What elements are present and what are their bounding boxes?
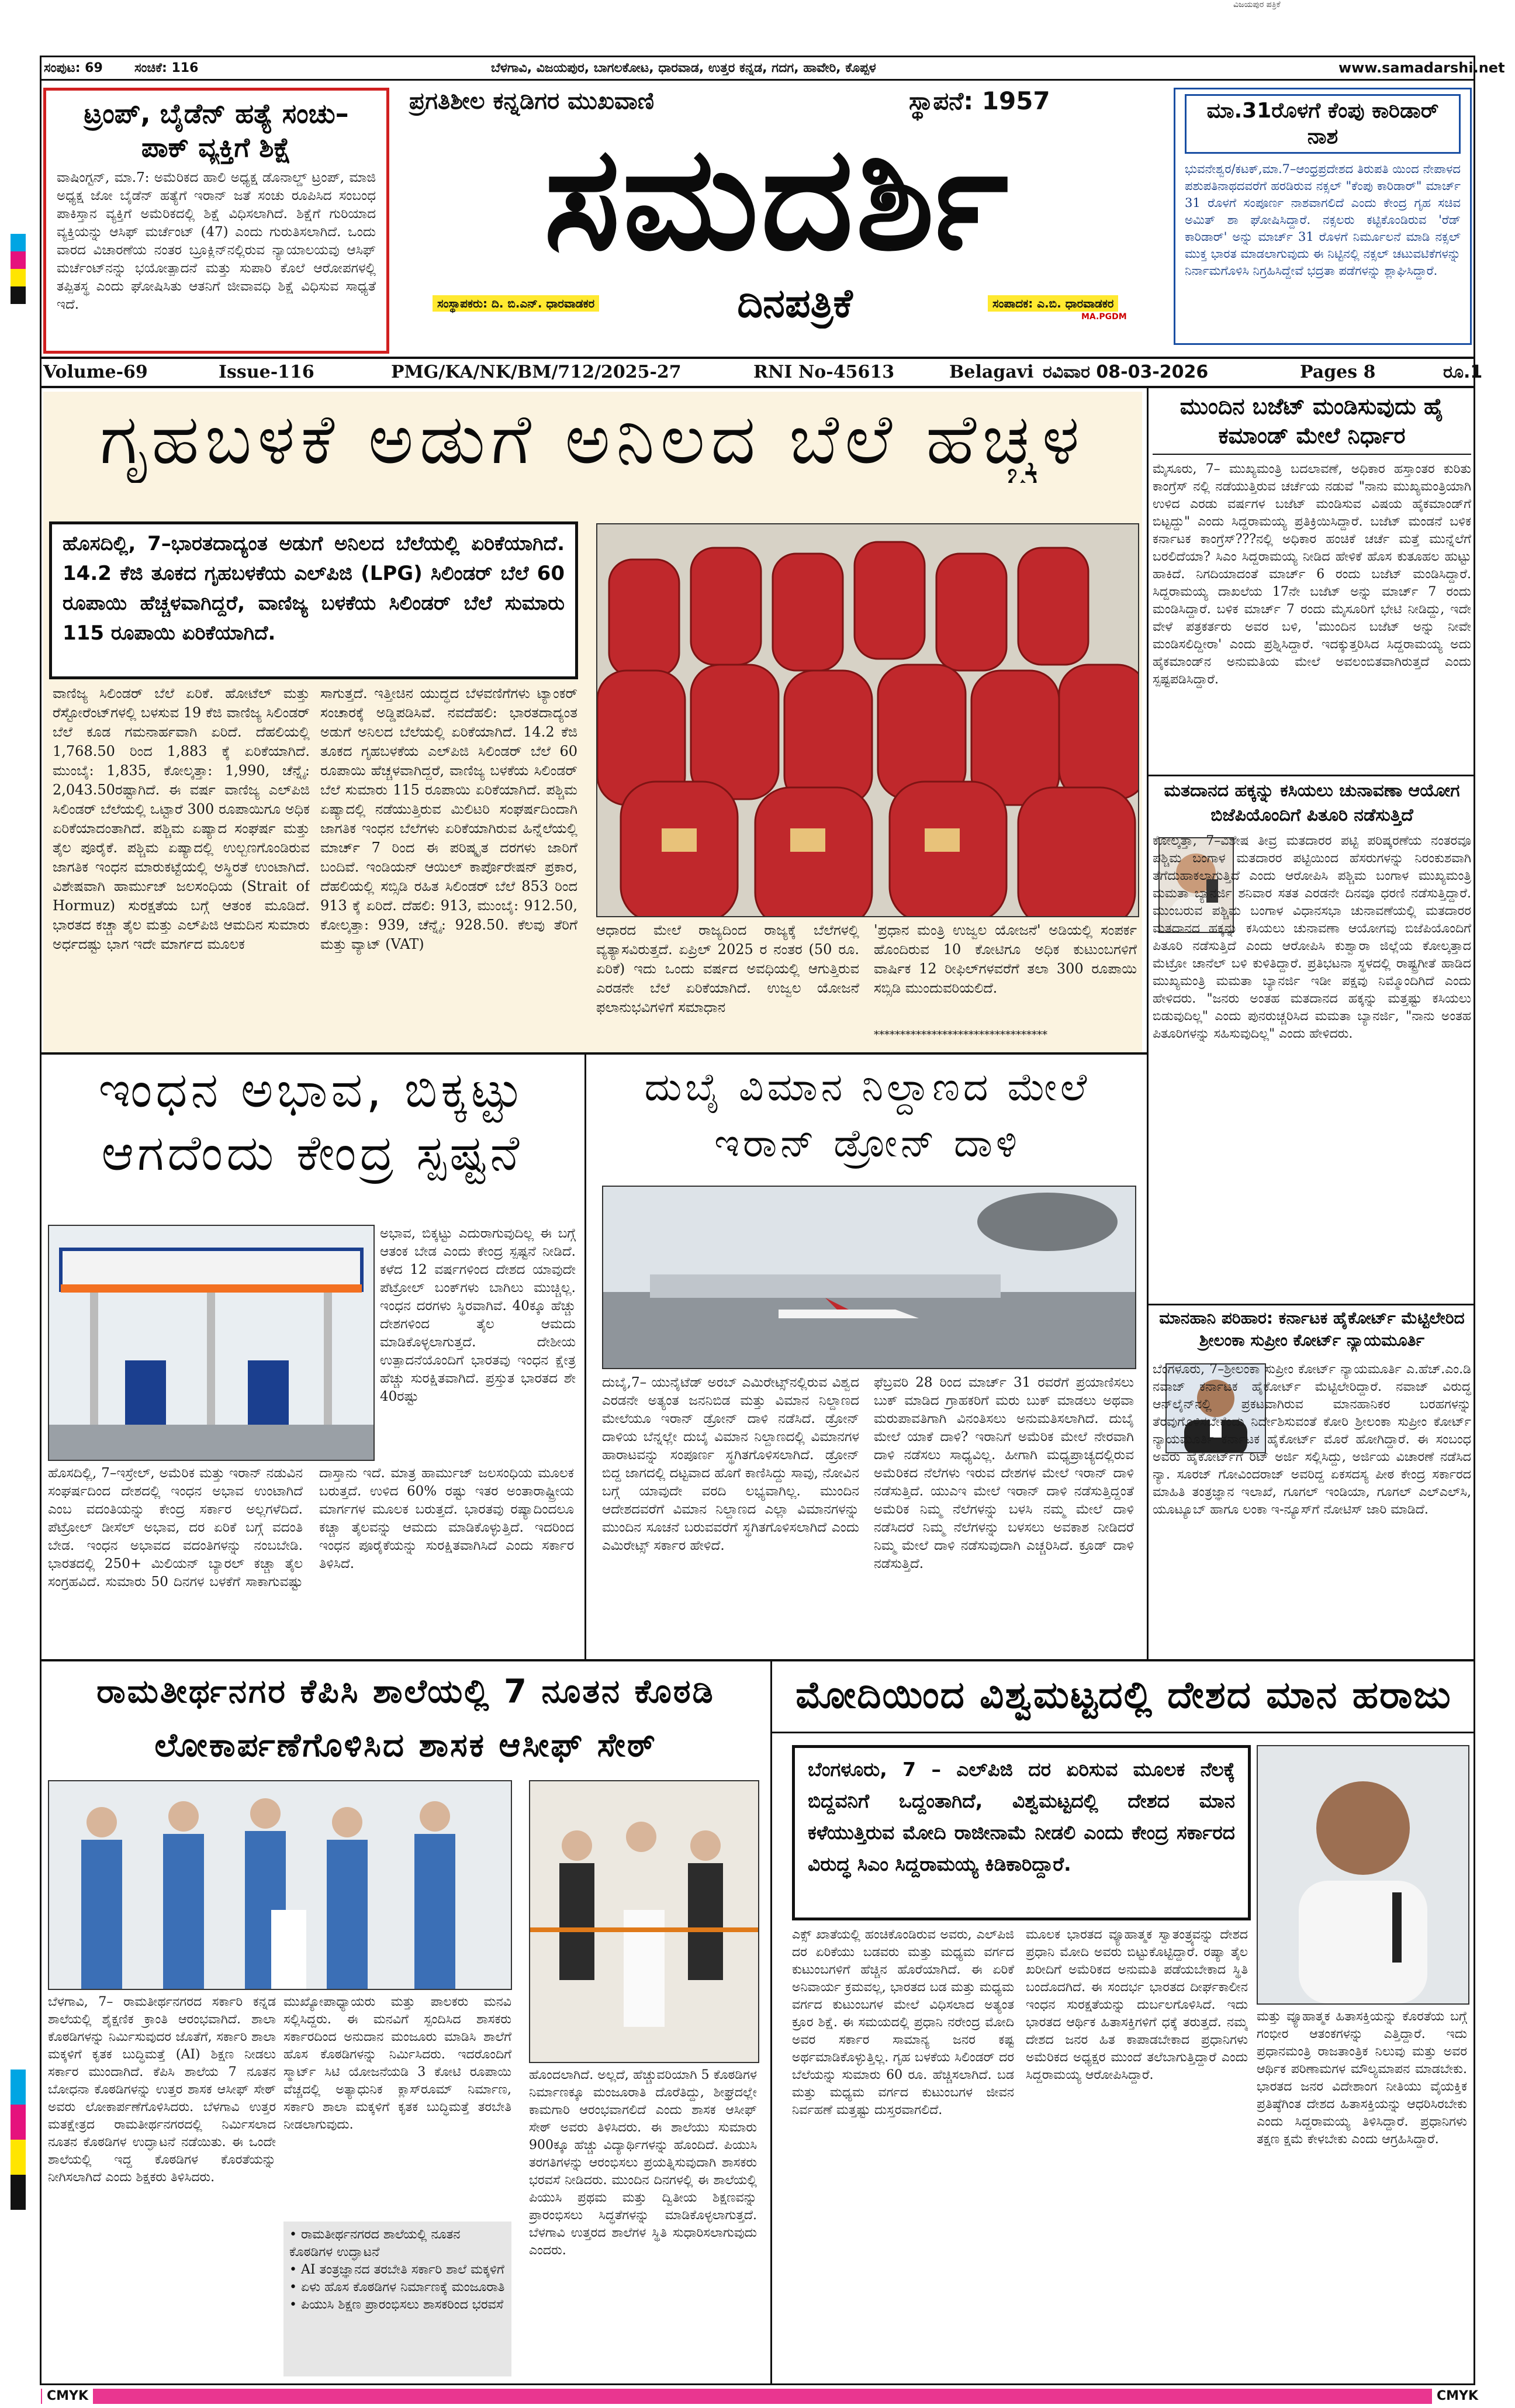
court-story [1153,1307,1471,1658]
dubai-airport-photo [602,1186,1136,1369]
lpg-cylinders-photo [596,523,1139,917]
budget-body: ಮೈಸೂರು, 7– ಮುಖ್ಯಮಂತ್ರಿ ಬದಲಾವಣೆ, ಅಧಿಕಾರ ಹಸ್ತಾಂತರ ಕುರಿತು ಕಾಂಗ್ರೆಸ್ ನಲ್ಲಿ ನಡೆಯುತ್ತಿರುವ ಚರ್ಚೆಯ ನಡುವೆ "ನಾನು ಮುಖ್ಯಮಂತ್ರಿಯಾಗಿ ಉಳಿದ ಎರಡು ವರ್ಷಗಳ ಬಜೆಟ್ ಮಂಡಿಸುವ ವಿಷಯ ಹೈಕಮಾಂಡ್‌ಗೆ ಬಿಟ್ಟದ್ದು" ಎಂದು ಸಿದ್ದರಾಮಯ್ಯ ಪ್ರತಿಕ್ರಿಯಿಸಿದ್ದಾರೆ. ಬಜೆಟ್ ಮಂಡನೆ ಬಳಿಕ ಕರ್ನಾಟಕ ಕಾಂಗ್ರೆಸ್???ನಲ್ಲಿ ಅಧಿಕಾರ ಹಂಚಿಕೆ ಚರ್ಚೆ ಮತ್ತೆ ಮುನ್ನೆಲೆಗೆ ಬರಲಿದೆಯಾ? ಸಿಎಂ ಸಿದ್ದರಾಮಯ್ಯ ನೀಡಿದ ಹೇಳಿಕೆ ಹೊಸ ಕುತೂಹಲ ಹುಟ್ಟು ಹಾಕಿದೆ. ನಿಗದಿಯಾದಂತೆ ಮಾರ್ಚ್ 6 ರಂದು ಬಜೆಟ್ ಮಂಡಿಸಿದ್ದಾರೆ. ಸಿದ್ದರಾಮಯ್ಯ ದಾಖಲೆಯ 17ನೇ ಬಜೆಟ್ ಅನ್ನು ಮಾರ್ಚ್ 7 ರಂದು ಮಂಡಿಸಿದ್ದಾರೆ. ಬಳಿಕ ಮಾರ್ಚ್ 7 ರಂದು ಮೈಸೂರಿಗೆ ಭೇಟಿ ನೀಡಿದ್ದು, ಇದೇ ವೇಳೆ ಪತ್ರಕರ್ತರು ಅವರ ಬಳಿ, 'ಮುಂದಿನ ಬಜೆಟ್ ಅನ್ನು ನೀವೇ ಮಂಡಿಸಲಿದ್ದೀರಾ' ಎಂದು ಪ್ರಶ್ನಿಸಿದ್ದಾರೆ. ಇದಕ್ಕುತ್ತರಿಸಿದ ಸಿದ್ದರಾಮಯ್ಯ ಅದು ಹೈಕಮಾಂಡ್‌ನ ಅನುಮತಿಯ ಮೇಲೆ ಅವಲಂಬಿತವಾಗಿರುತ್ತದೆ ಎಂದು ಸ್ಪಷ್ಟಪಡಿಸಿದ್ದಾರೆ. [1153,462,1471,687]
tagline: ಪ್ರಗತಿಶೀಲ ಕನ್ನಡಿಗರ ಮುಖವಾಣಿ [409,88,655,115]
school-bullet: • AI ತಂತ್ರಜ್ಞಾನದ ತರಬೇತಿ ಸರ್ಕಾರಿ ಶಾಲೆ ಮಕ್ಕಳಿಗೆ [289,2262,504,2277]
fuel-headline: ಇಂಧನ ಅಭಾವ, ಬಿಕ್ಕಟ್ಟು ಆಗದೆಂದು ಕೇಂದ್ರ ಸ್ಪಷ್ಟನೆ [98,1061,526,1181]
school-photo-1 [48,1780,512,1990]
lpg-col-1: ವಾಣಿಜ್ಯ ಸಿಲಿಂಡರ್ ಬೆಲೆ ಏರಿಕೆ. ಹೋಟೆಲ್ ಮತ್ತು ರೆಸ್ಟೋರೆಂಟ್‌ಗಳಲ್ಲಿ ಬಳಸುವ 19 ಕೆಜಿ ವಾಣಿಜ್ಯ ಸಿಲಿಂಡರ್ ಬೆಲೆ ಕೂಡ ಗಮನಾರ್ಹವಾಗಿ ಏರಿದೆ. ದೆಹಲಿಯಲ್ಲಿ 1,768.50 ರಿಂದ 1,883 ಕ್ಕೆ ಏರಿಕೆಯಾಗಿದೆ. ಮುಂಬೈ: 1,835, ಕೋಲ್ಕತ್ತಾ: 1,990, ಚೆನ್ನೈ: 2,043.50ರಷ್ಟಾಗಿದೆ. ಈ ವರ್ಷ ವಾಣಿಜ್ಯ ಎಲ್‌ಪಿಜಿ ಸಿಲಿಂಡರ್ ಬೆಲೆಯಲ್ಲಿ ಒಟ್ಟಾರೆ 300 ರೂಪಾಯಿಗೂ ಅಧಿಕ ಏರಿಕೆಯಾದಂತಾಗಿದೆ. ಪಶ್ಚಿಮ ಏಷ್ಯಾದ ಸಂಘರ್ಷ ಮತ್ತು ತೈಲ ಪೂರೈಕೆ. ಪಶ್ಚಿಮ ಏಷ್ಯಾದಲ್ಲಿ ಉಲ್ಬಣಗೊಂಡಿರುವ ಜಾಗತಿಕ ಇಂಧನ ಮಾರುಕಟ್ಟೆಯಲ್ಲಿ ಅಸ್ಥಿರತೆ ಉಂಟಾಗಿದೆ. ವಿಶೇಷವಾಗಿ ಹಾರ್ಮುಜ್ ಜಲಸಂಧಿಯ (Strait of Hormuz) ಸುರಕ್ಷತೆಯ ಬಗ್ಗೆ ಆತಂಕ ಮೂಡಿದೆ. ಭಾರತದ ಕಚ್ಚಾ ತೈಲ ಮತ್ತು ಎಲ್‌ಪಿಜಿ ಆಮದಿನ ಸುಮಾರು ಅರ್ಧದಷ್ಟು ಭಾಗ ಇದೇ ಮಾರ್ಗದ ಮೂಲಕ [53,685,310,952]
infobar [43,359,1483,386]
mamata-headline: ಮತದಾನದ ಹಕ್ಕನ್ನು ಕಸಿಯಲು ಚುನಾವಣಾ ಆಯೋಗ ಬಿಜೆಪಿಯೊಂದಿಗೆ ಪಿತೂರಿ ನಡೆಸುತ್ತಿದೆ [1164,780,1460,825]
right-ear-headline: ಮಾ.31ರೊಳಗೆ ಕೆಂಪು ಕಾರಿಡಾರ್ ನಾಶ [1185,94,1461,154]
budget-story [1153,392,1471,772]
lpg-headline: ಗೃಹಬಳಕೆ ಅಡುಗೆ ಅನಿಲದ ಬೆಲೆ ಹೆಚ್ಚಳ [100,399,1085,479]
modi-lead-box [792,1745,1251,1920]
editions-line: ಬೆಳಗಾವಿ, ವಿಜಯಪುರ, ಬಾಗಲಕೋಟ, ಧಾರವಾಡ, ಉತ್ತರ ಕನ್ನಡ, ಗದಗ, ಹಾವೇರಿ, ಕೊಪ್ಪಳ [491,61,876,75]
infobar-bottom-rule [40,386,1475,388]
modi-col-2: ಮೂಲಕ ಭಾರತದ ವ್ಯೂಹಾತ್ಮಕ ಸ್ವಾತಂತ್ರ್ಯವನ್ನು ದೇಶದ ಪ್ರಧಾನಿ ಮೋದಿ ಅವರು ಬಿಟ್ಟುಕೊಟ್ಟಿದ್ದಾರೆ. ರಷ್ಯಾ ತೈಲ ಖರೀದಿಗೆ ಅಮೆರಿಕದ ಅನುಮತಿ ಪಡೆಯಬೇಕಾದ ಸ್ಥಿತಿ ಬಂದೊದಗಿದೆ. ಈ ಸಂದರ್ಭ ಭಾರತದ ದೀರ್ಘಕಾಲೀನ ಇಂಧನ ಸುರಕ್ಷತೆಯನ್ನು ದುರ್ಬಲಗೊಳಿಸಿದೆ. ಇದು ಭಾರತದ ಆರ್ಥಿಕ ಹಿತಾಸಕ್ತಿಗಳಿಗೆ ಧಕ್ಕೆ ತರುತ್ತದೆ. ನಮ್ಮ ದೇಶದ ಜನರ ಹಿತ ಕಾಪಾಡಬೇಕಾದ ಪ್ರಧಾನಿಗಳು ಅಮೆರಿಕದ ಅಧ್ಯಕ್ಷರ ಮುಂದೆ ತಲೆಬಾಗುತ್ತಿದ್ದಾರೆ ಎಂದು ಸಿದ್ದರಾಮಯ್ಯ ಆರೋಪಿಸಿದ್ದಾರೆ. [1026,1927,1248,2082]
budget-headline: ಮುಂದಿನ ಬಜೆಟ್ ಮಂಡಿಸುವುದು ಹೈ ಕಮಾಂಡ್ ಮೇಲೆ ನಿರ್ಧಾರ [1153,392,1471,455]
pages-label: Pages 8 [1300,362,1376,382]
issue-label: Issue-116 [219,362,314,382]
date-label: ರವಿವಾರ 08-03-2026 [1043,362,1209,382]
school-headline: ರಾಮತೀರ್ಥನಗರ ಕೆಪಿಸಿ ಶಾಲೆಯಲ್ಲಿ 7 ನೂತನ ಕೊಠಡಿ ಲೋಕಾರ್ಪಣೆಗೊಳಿಸಿದ ಶಾಸಕ ಆಸೀಫ್ ಸೇಠ್ [96,1673,715,1764]
mamata-body: ಕೋಲ್ಕತ್ತಾ, 7–ವಿಶೇಷ ತೀವ್ರ ಮತದಾರರ ಪಟ್ಟಿ ಪರಿಷ್ಕರಣೆಯ ನಂತರವೂ ಪಶ್ಚಿಮ ಬಂಗಾಳ ಮತದಾರರ ಪಟ್ಟಿಯಿಂದ ಹೆಸರುಗಳನ್ನು ನಿರಂಕುಶವಾಗಿ ತೆಗೆದುಹಾಕಲಾಗುತ್ತಿದೆ ಎಂದು ಆರೋಪಿಸಿ ಪಶ್ಚಿಮ ಬಂಗಾಳ ಮುಖ್ಯಮಂತ್ರಿ ಮಮತಾ ಬ್ಯಾನರ್ಜಿ ಶನಿವಾರ ಸತತ ಎರಡನೇ ದಿನವೂ ಧರಣಿ ನಡೆಸುತ್ತಿದ್ದಾರೆ. ಮುಂಬರುವ ಪಶ್ಚಿಮ ಬಂಗಾಳ ವಿಧಾನಸಭಾ ಚುನಾವಣೆಯಲ್ಲಿ ಮತದಾರರ ಮತದಾನದ ಹಕ್ಕನ್ನು ಕಸಿಯಲು ಚುನಾವಣಾ ಆಯೋಗವು ಬಿಜೆಪಿಯೊಂದಿಗೆ ಪಿತೂರಿ ನಡೆಸುತ್ತಿದೆ ಎಂದು ಆರೋಪಿಸಿ ಕುಶ್ವಾರಾ ಜಿಲ್ಲೆಯ ಕೋಲ್ಕತ್ತಾದ ಮೆಟ್ರೋ ಚಾನೆಲ್ ಬಳಿ ಕುಳಿತಿದ್ದಾರೆ. ಪ್ರತಿಭಟನಾ ಸ್ಥಳದಲ್ಲಿ ರಾಷ್ಟ್ರಗೀತೆ ಹಾಡಿದ ಮುಖ್ಯಮಂತ್ರಿ ಮಮತಾ ಬ್ಯಾನರ್ಜಿ ಇಡೀ ಪಕ್ಷವು ನಿಮ್ಮೊಂದಿಗಿದೆ ಎಂದು ಹೇಳಿದರು. "ಜನರು ಅಂತಹ ಮತದಾನದ ಹಕ್ಕನ್ನು ಮತ್ತಷ್ಟು ಕಸಿಯಲು ಬಿಡುವುದಿಲ್ಲ" ಎಂದು ಪುನರುಚ್ಚರಿಸಿದ ಮಮತಾ ಬ್ಯಾನರ್ಜಿ, "ನಾನು ಅಂತಹ ಪಿತೂರಿಗಳನ್ನು ಸಹಿಸುವುದಿಲ್ಲ" ಎಂದು ಹೇಳಿದರು. [1153,834,1471,1041]
school-bullet: • ಏಳು ಹೊಸ ಕೊಠಡಿಗಳ ನಿರ್ಮಾಣಕ್ಕೆ ಮಂಜೂರಾತಿ [289,2280,505,2295]
registration-strip-left-2 [11,2070,26,2210]
website-url[interactable]: www.samadarshi.net [1338,60,1505,76]
school-bullets-box [283,2222,511,2376]
lpg-col-3: ಆಧಾರದ ಮೇಲೆ ರಾಜ್ಯದಿಂದ ರಾಜ್ಯಕ್ಕೆ ಬೆಲೆಗಳಲ್ಲಿ ವ್ಯತ್ಯಾಸವಿರುತ್ತದೆ. ಏಪ್ರಿಲ್ 2025 ರ ನಂತರ (50 ರೂ. ಏರಿಕೆ) ಇದು ಒಂದು ವರ್ಷದ ಅವಧಿಯಲ್ಲಿ ಆಗುತ್ತಿರುವ ಎರಡನೇ ಬೆಲೆ ಏರಿಕೆಯಾಗಿದೆ. ಉಜ್ವಲ ಯೋಜನೆ ಫಲಾನುಭವಿಗಳಿಗೆ ಸಮಾಧಾನ [596,922,859,1015]
samputa-label: ಸಂಪುಟ: 69 [44,61,103,75]
modi-headline: ಮೋದಿಯಿಂದ ವಿಶ್ವಮಟ್ಟದಲ್ಲಿ ದೇಶದ ಮಾನ ಹರಾಜು [795,1674,1452,1717]
lpg-lead-box [49,521,578,679]
sanchike-label: ಸಂಚಿಕೆ: 116 [134,61,199,75]
header-top-rule [40,79,1475,81]
rni-number: RNI No-45613 [753,362,895,382]
siddaramaiah-photo [1257,1745,1469,2005]
right-ear-box [1174,88,1472,345]
city-label: Belagavi [949,362,1034,382]
lpg-lead: ಹೊಸದಿಲ್ಲಿ, 7–ಭಾರತದಾದ್ಯಂತ ಅಡುಗೆ ಅನಿಲದ ಬೆಲೆಯಲ್ಲಿ ಏರಿಕೆಯಾಗಿದೆ. 14.2 ಕೆಜಿ ತೂಕದ ಗೃಹಬಳಕೆಯ ಎಲ್‌ಪಿಜಿ (LPG) ಸಿಲಿಂಡರ್ ಬೆಲೆ 60 ರೂಪಾಯಿ ಹೆಚ್ಚಳವಾಗಿದ್ದರೆ, ವಾಣಿಜ್ಯ ಬಳಕೆಯ ಸಿಲಿಂಡರ್ ಬೆಲೆ ಸುಮಾರು 115 ರೂಪಾಯಿ ಏರಿಕೆಯಾಗಿದೆ. [63,532,565,645]
dubai-headline: ದುಬೈ ವಿಮಾನ ನಿಲ್ದಾಣದ ಮೇಲೆ ಇರಾನ್ ಡ್ರೋನ್ ದಾಳಿ [644,1065,1091,1166]
left-ear-body: ವಾಷಿಂಗ್ಟನ್, ಮಾ.7: ಅಮೆರಿಕದ ಹಾಲಿ ಅಧ್ಯಕ್ಷ ಡೊನಾಲ್ಡ್ ಟ್ರಂಪ್, ಮಾಜಿ ಅಧ್ಯಕ್ಷ ಜೋ ಬೈಡೆನ್ ಹತ್ಯೆಗೆ ಇರಾನ್ ಜತೆ ಸಂಚು ರೂಪಿಸಿದ ಸಂಬಂಧ ಪಾಕಿಸ್ತಾನ ವ್ಯಕ್ತಿಗೆ ಅಮೆರಿಕದಲ್ಲಿ ಶಿಕ್ಷೆ ವಿಧಿಸಲಾಗಿದೆ. ಶಿಕ್ಷೆಗೆ ಗುರಿಯಾದ ವ್ಯಕ್ತಿಯನ್ನು ಆಸಿಫ್ ಮರ್ಚೆಂಟ್ (47) ಎಂದು ಗುರುತಿಸಲಾಗಿದೆ. ಒಂದು ವಾರದ ವಿಚಾರಣೆಯ ನಂತರ ಬ್ರೂಕ್ಲಿನ್‌ನಲ್ಲಿರುವ ನ್ಯಾಯಾಲಯವು ಆಸಿಫ್ ಮರ್ಚೆಂಟ್‌ನನ್ನು ಭಯೋತ್ಪಾದನೆ ಮತ್ತು ಸುಪಾರಿ ಕೊಲೆ ಆರೋಪಗಳಲ್ಲಿ ತಪ್ಪಿತಸ್ಥ ಎಂದು ಘೋಷಿಸಿತು ಆತನಿಗೆ ಜೀವಾವಧಿ ಶಿಕ್ಷೆ ವಿಧಿಸುವ ಸಾಧ್ಯತೆ ಇದೆ. [57,170,376,312]
lpg-stars-divider: ********************************* [874,1029,1047,1041]
school-bullet: • ರಾಮತೀರ್ಥನಗರದ ಶಾಲೆಯಲ್ಲಿ ನೂತನ ಕೊಠಡಿಗಳ ಉದ್ಘಾಟನೆ [289,2227,461,2260]
price-label: ರೂ.1 [1443,362,1483,382]
school-photo-2 [529,1780,759,2063]
founder-label: ಸಂಸ್ಥಾಪಕರು: ದಿ. ಬಿ.ಎನ್. ಧಾರವಾಡಕರ [433,295,599,312]
fuel-side-col: ಅಭಾವ, ಬಿಕ್ಕಟ್ಟು ಎದುರಾಗುವುದಿಲ್ಲ ಈ ಬಗ್ಗೆ ಆತಂಕ ಬೇಡ ಎಂದು ಕೇಂದ್ರ ಸ್ಪಷ್ಟನೆ ನೀಡಿದೆ. ಕಳೆದ 12 ವರ್ಷಗಳಿಂದ ದೇಶದ ಯಾವುದೇ ಪೆಟ್ರೋಲ್ ಬಂಕ್‌ಗಳು ಬಾಗಿಲು ಮುಚ್ಚಿಲ್ಲ. ಇಂಧನ ದರಗಳು ಸ್ಥಿರವಾಗಿವೆ. 40ಕ್ಕೂ ಹೆಚ್ಚು ದೇಶಗಳಿಂದ ತೈಲ ಆಮದು ಮಾಡಿಕೊಳ್ಳಲಾಗುತ್ತದೆ. ದೇಶೀಯ ಉತ್ಪಾದನೆಯೊಂದಿಗೆ ಭಾರತವು ಇಂಧನ ಕ್ಷೇತ್ರ ಹೆಚ್ಚು ಸುರಕ್ಷಿತವಾಗಿದೆ. ಪ್ರಸ್ತುತ ಭಾರತದ ಶೇ 40ರಷ್ಟು [380,1226,576,1404]
left-ear-headline: ಟ್ರಂಪ್, ಬೈಡೆನ್ ಹತ್ಯೆ ಸಂಚು– ಪಾಕ್ ವ್ಯಕ್ತಿಗೆ ಶಿಕ್ಷೆ [84,98,349,163]
mamata-story [1153,779,1471,1302]
speaker-portrait-illustration [1258,1746,1468,2003]
cmyk-label-left: CMYK [42,2389,93,2404]
school-col-1: ಬೆಳಗಾವಿ, 7– ರಾಮತೀರ್ಥನಗರದ ಸರ್ಕಾರಿ ಕನ್ನಡ ಶಾಲೆಯಲ್ಲಿ ಶೈಕ್ಷಣಿಕ ಕ್ರಾಂತಿ ಆರಂಭವಾಗಿದೆ. ಶಾಲಾ ಕೊಠಡಿಗಳನ್ನು ನಿರ್ಮಿಸುವುದರ ಜೊತೆಗೆ, ಸರ್ಕಾರಿ ಶಾಲಾ ಮಕ್ಕಳಿಗೆ ಕೃತಕ ಬುದ್ಧಿಮತ್ತೆ (AI) ಶಿಕ್ಷಣ ನೀಡಲು ಸರ್ಕಾರ ಮುಂದಾಗಿದೆ. ಕೆಪಿಸಿ ಶಾಲೆಯ 7 ನೂತನ ಬೋಧನಾ ಕೊಠಡಿಗಳನ್ನು ಉತ್ತರ ಶಾಸಕ ಆಸೀಫ್ ಸೇಠ್ ಅವರು ಲೋಕಾರ್ಪಣೆಗೊಳಿಸಿದರು. ಬೆಳಗಾವಿ ಉತ್ತರ ಮತಕ್ಷೇತ್ರದ ರಾಮತೀರ್ಥನಗರದಲ್ಲಿ ನಿರ್ಮಿಸಲಾದ ನೂತನ ಕೊಠಡಿಗಳ ಉದ್ಘಾಟನೆ ನಡೆಯಿತು. ಈ ಒಂದೇ ಶಾಲೆಯಲ್ಲಿ ಇದ್ದ ಕೊಠಡಿಗಳ ಕೊರತೆಯನ್ನು ನೀಗಿಸಲಾಗಿದೆ ಎಂದು ಶಿಕ್ಷಕರು ತಿಳಿಸಿದರು. [48,1995,276,2185]
school-modi-rule [770,1661,772,2385]
modi-headline-rule [772,1732,1475,1733]
left-ear-box [43,88,389,354]
fuel-dubai-rule [584,1055,586,1660]
dubai-col-1: ದುಬೈ,7– ಯುನೈಟೆಡ್ ಅರಬ್ ಎಮಿರೇಟ್ಸ್‌ನಲ್ಲಿರುವ ವಿಶ್ವದ ಎರಡನೇ ಅತ್ಯಂತ ಜನನಿಬಿಡ ಮತ್ತು ವಿಮಾನ ನಿಲ್ದಾಣದ ಮೇಲೆಯೂ ಇರಾನ್ ಡ್ರೋನ್ ದಾಳಿ ನಡೆಸಿದೆ. ಡ್ರೋನ್ ದಾಳಿಯ ಬೆನ್ನಲ್ಲೇ ದುಬೈ ವಿಮಾನ ನಿಲ್ದಾಣದಲ್ಲಿ ವಿಮಾನಗಳ ಹಾರಾಟವನ್ನು ಸಂಪೂರ್ಣ ಸ್ಥಗಿತಗೊಳಿಸಲಾಗಿದೆ. ಡ್ರೋನ್ ಬಿದ್ದ ಜಾಗದಲ್ಲಿ ದಟ್ಟವಾದ ಹೊಗೆ ಕಾಣಿಸಿದ್ದು ಸಾವು, ನೋವಿನ ಬಗ್ಗೆ ಯಾವುದೇ ವರದಿ ಲಭ್ಯವಾಗಿಲ್ಲ. ಮುಂದಿನ ಆದೇಶದವರೆಗೆ ವಿಮಾನ ನಿಲ್ದಾಣದ ಎಲ್ಲಾ ವಿಮಾನಗಳನ್ನು ಮುಂದಿನ ಸೂಚನೆ ಬರುವವರೆಗೆ ಸ್ಥಗಿತಗೊಳಿಸಲಾಗಿದೆ ಎಂದು ಎಮಿರೇಟ್ಸ್ ಸರ್ಕಾರ ಹೇಳಿದೆ. [602,1375,859,1553]
registration-strip-left [11,234,26,304]
lpg-col-2: ಸಾಗುತ್ತದೆ. ಇತ್ತೀಚಿನ ಯುದ್ಧದ ಬೆಳವಣಿಗೆಗಳು ಟ್ಯಾಂಕರ್ ಸಂಚಾರಕ್ಕೆ ಅಡ್ಡಿಪಡಿಸಿವೆ. ನವದೆಹಲಿ: ಭಾರತದಾದ್ಯಂತ ಅಡುಗೆ ಅನಿಲದ ಬೆಲೆಯಲ್ಲಿ ಏರಿಕೆಯಾಗಿದೆ. 14.2 ಕೆಜಿ ತೂಕದ ಗೃಹಬಳಕೆಯ ಎಲ್‌ಪಿಜಿ ಸಿಲಿಂಡರ್ ಬೆಲೆ 60 ರೂಪಾಯಿ ಹೆಚ್ಚಳವಾಗಿದ್ದರೆ, ವಾಣಿಜ್ಯ ಬಳಕೆಯ ಸಿಲಿಂಡರ್ ಬೆಲೆ ಸುಮಾರು 115 ರೂಪಾಯಿ ಏರಿಕೆಯಾಗಿದೆ. ಪಶ್ಚಿಮ ಏಷ್ಯಾದಲ್ಲಿ ನಡೆಯುತ್ತಿರುವ ಮಿಲಿಟರಿ ಸಂಘರ್ಷದಿಂದಾಗಿ ಜಾಗತಿಕ ಇಂಧನ ಬೆಲೆಗಳು ಏರಿಕೆಯಾಗಿರುವ ಹಿನ್ನೆಲೆಯಲ್ಲಿ ಮಾರ್ಚ್ 7 ರಿಂದ ಈ ಪರಿಷ್ಕೃತ ದರಗಳು ಜಾರಿಗೆ ಬಂದಿವೆ. ಇಂಡಿಯನ್ ಆಯಿಲ್ ಕಾರ್ಪೊರೇಷನ್ ಪ್ರಕಾರ, ದೆಹಲಿಯಲ್ಲಿ ಸಬ್ಸಿಡಿ ರಹಿತ ಸಿಲಿಂಡರ್ ಬೆಲೆ 853 ರಿಂದ 913 ಕ್ಕೆ ಏರಿದೆ. ದೆಹಲಿ: 913, ಮುಂಬೈ: 912.50, ಕೋಲ್ಕತ್ತಾ: 939, ಚೆನ್ನೈ: 928.50. ಕೆಲವು ತೆರಿಗೆ ಮತ್ತು ವ್ಯಾಟ್ (VAT) [320,685,577,952]
airport-illustration [603,1187,1135,1368]
school-col-3: ಹೊಂದಲಾಗಿದೆ. ಅಲ್ಲದೆ, ಹೆಚ್ಚುವರಿಯಾಗಿ 5 ಕೊಠಡಿಗಳ ನಿರ್ಮಾಣಕ್ಕೂ ಮಂಜೂರಾತಿ ದೊರೆತಿದ್ದು, ಶೀಘ್ರದಲ್ಲೇ ಕಾಮಗಾರಿ ಆರಂಭವಾಗಲಿದೆ ಎಂದು ಶಾಸಕ ಆಸೀಫ್ ಸೇಠ್ ಅವರು ತಿಳಿಸಿದರು. ಈ ಶಾಲೆಯು ಸುಮಾರು 900ಕ್ಕೂ ಹೆಚ್ಚು ವಿದ್ಯಾರ್ಥಿಗಳನ್ನು ಹೊಂದಿದೆ. ಪಿಯುಸಿ ತರಗತಿಗಳನ್ನು ಆರಂಭಿಸಲು ಪ್ರಯತ್ನಿಸುವುದಾಗಿ ಶಾಸಕರು ಭರವಸೆ ನೀಡಿದರು. ಮುಂದಿನ ದಿನಗಳಲ್ಲಿ ಈ ಶಾಲೆಯಲ್ಲಿ ಪಿಯುಸಿ ಪ್ರಥಮ ಮತ್ತು ದ್ವಿತೀಯ ಶಿಕ್ಷಣವನ್ನು ಪ್ರಾರಂಭಿಸಲು ಸಿದ್ಧತೆಗಳನ್ನು ಮಾಡಿಕೊಳ್ಳಲಾಗುತ್ತದೆ. ಬೆಳಗಾವಿ ಉತ್ತರದ ಶಾಲೆಗಳ ಸ್ಥಿತಿ ಸುಧಾರಿಸಲಾಗುವುದು ಎಂದರು. [529,2068,757,2258]
masthead-title: ಸಮದರ್ಶಿ [544,115,1011,282]
school-bullet: • ಪಿಯುಸಿ ಶಿಕ್ಷಣ ಪ್ರಾರಂಭಿಸಲು ಶಾಸಕರಿಂದ ಭರವಸೆ [289,2298,504,2312]
right-column-rule [1147,388,1149,1660]
registration-strip-bottom [41,2389,1473,2404]
petrol-pump-illustration [49,1226,373,1460]
editor-degree: MA.PGDM [1081,312,1127,322]
registration-number: PMG/KA/NK/BM/712/2025-27 [391,362,682,382]
right-ear-body: ಭುವನೇಶ್ವರ/ಕಟಕ್,ಮಾ.7–ಆಂಧ್ರಪ್ರದೇಶದ ತಿರುಪತಿ ಯಿಂದ ನೇಪಾಳದ ಪಶುಪತಿನಾಥದವರೆಗೆ ಹರಡಿರುವ ನಕ್ಸಲ್ "ಕೆಂಪು ಕಾರಿಡಾರ್" ಮಾರ್ಚ್ 31 ರೊಳಗೆ ಸಂಪೂರ್ಣ ನಾಶವಾಗಲಿದೆ ಎಂದು ಕೇಂದ್ರ ಗೃಹ ಸಚಿವ ಅಮಿತ್ ಶಾ ಘೋಷಿಸಿದ್ದಾರೆ. ನಕ್ಸಲರು ಕಟ್ಟಿಕೊಂಡಿರುವ 'ರೆಡ್ ಕಾರಿಡಾರ್' ಅನ್ನು ಮಾರ್ಚ್ 31 ರೊಳಗೆ ನಿರ್ಮೂಲನೆ ಮಾಡಿ ನಕ್ಸಲ್ ಮುಕ್ತ ಭಾರತ ಮಾಡಲಾಗುವುದು ಈ ನಿಟ್ಟಿನಲ್ಲಿ ನಕ್ಸಲ್ ಚಟುವಟಿಕೆಗಳನ್ನು ನಿರ್ನಾಮಗೊಳಿಸಿ ನಿಗ್ರಹಿಸಿದ್ದೇವೆ ಭದ್ರತಾ ಪಡೆಗಳನ್ನು ಶ್ಲಾಘಿಸಿದ್ದಾರೆ. [1185,162,1461,278]
modi-col-3: ಮತ್ತು ವ್ಯೂಹಾತ್ಮಕ ಹಿತಾಸಕ್ತಿಯನ್ನು ಕೊರತೆಯ ಬಗ್ಗೆ ಗಂಭೀರ ಆತಂಕಗಳನ್ನು ಎತ್ತಿದ್ದಾರೆ. ಇದು ಪ್ರಧಾನಮಂತ್ರಿ ರಾಜತಾಂತ್ರಿಕ ನಿಲುವು ಮತ್ತು ಅವರ ಆರ್ಥಿಕ ಪರಿಣಾಮಗಳ ಮೌಲ್ಯಮಾಪನ ಮಾಡಬೇಕು. ಭಾರತದ ಜನರ ವಿದೇಶಾಂಗ ನೀತಿಯು ವೈಯಕ್ತಿಕ ಪ್ರತಿಷ್ಠೆಗಿಂತ ದೇಶದ ಹಿತಾಸಕ್ತಿಯನ್ನು ಆಧರಿಸಿರಬೇಕು ಎಂದು ಸಿದ್ದರಾಮಯ್ಯ ತಿಳಿಸಿದ್ದಾರೆ. ಪ್ರಧಾನಿಗಳು ತಕ್ಷಣ ಕ್ಷಮೆ ಕೇಳಬೇಕು ಎಂದು ಆಗ್ರಹಿಸಿದ್ದಾರೆ. [1257,2009,1467,2147]
school-ceremony-illustration [49,1781,511,1989]
petrol-pump-photo [48,1225,375,1461]
fuel-body: ಹೊಸದಿಲ್ಲಿ, 7–ಇಸ್ರೇಲ್, ಅಮೆರಿಕ ಮತ್ತು ಇರಾನ್ ನಡುವಿನ ಸಂಘರ್ಷದಿಂದ ದೇಶದಲ್ಲಿ ಇಂಧನ ಅಭಾವ ಉಂಟಾಗಿದೆ ಎಂಬ ವದಂತಿಯನ್ನು ಕೇಂದ್ರ ಸರ್ಕಾರ ಅಲ್ಲಗಳೆದಿದೆ. ಪೆಟ್ರೋಲ್ ಡೀಸೆಲ್ ಅಭಾವ, ದರ ಏರಿಕೆ ಬಗ್ಗೆ ವದಂತಿ ಬೇಡ. ಇಂಧನ ಅಭಾವದ ವದಂತಿಗಳನ್ನು ನಂಬಬೇಡಿ. ಭಾರತದಲ್ಲಿ 250+ ಮಿಲಿಯನ್ ಬ್ಯಾರಲ್ ಕಚ್ಚಾ ತೈಲ ಸಂಗ್ರಹವಿದೆ. ಸುಮಾರು 50 ದಿನಗಳ ಬಳಕೆಗೆ ಸಾಕಾಗುವಷ್ಟು ದಾಸ್ತಾನು ಇದೆ. ಮಾತ್ರ ಹಾರ್ಮುಜ್ ಜಲಸಂಧಿಯ ಮೂಲಕ ಬರುತ್ತದೆ. ಉಳಿದ 60% ರಷ್ಟು ಇತರ ಅಂತಾರಾಷ್ಟ್ರೀಯ ಮಾರ್ಗಗಳ ಮೂಲಕ ಬರುತ್ತದೆ. ಭಾರತವು ರಷ್ಯಾದಿಂದಲೂ ಕಚ್ಚಾ ತೈಲವನ್ನು ಆಮದು ಮಾಡಿಕೊಳ್ಳುತ್ತಿದೆ. ಇದರಿಂದ ಇಂಧನ ಪೂರೈಕೆಯನ್ನು ಸುರಕ್ಷಿತವಾಗಿಸಿದೆ ಎಂದು ಸರ್ಕಾರ ತಿಳಿಸಿದೆ. [48,1466,574,1590]
cylinders-illustration [597,524,1138,916]
lower-section-rule [40,1659,1475,1661]
school-col-2: ಮುಖ್ಯೋಪಾಧ್ಯಾಯರು ಮತ್ತು ಪಾಲಕರು ಮನವಿ ಸಲ್ಲಿಸಿದ್ದರು. ಈ ಮನವಿಗೆ ಸ್ಪಂದಿಸಿದ ಶಾಸಕರು ಸರ್ಕಾರದಿಂದ ಅನುದಾನ ಮಂಜೂರು ಮಾಡಿಸಿ ಶಾಲೆಗೆ ಹೊಸ ಕೊಠಡಿಗಳನ್ನು ನಿರ್ಮಿಸಿದರು. ಇದರೊಂದಿಗೆ ಸ್ಮಾರ್ಟ್ ಸಿಟಿ ಯೋಜನೆಯಡಿ 3 ಕೋಟಿ ರೂಪಾಯಿ ವೆಚ್ಚದಲ್ಲಿ ಅತ್ಯಾಧುನಿಕ ಕ್ಲಾಸ್‌ರೂಮ್ ನಿರ್ಮಾಣ, ಸರ್ಕಾರಿ ಶಾಲಾ ಮಕ್ಕಳಿಗೆ ಕೃತಕ ಬುದ್ಧಿಮತ್ತೆ ತರಬೇತಿ ನೀಡಲಾಗುವುದು. [283,1995,511,2132]
top-stub: ವಿಜಯಪುರ ಪತ್ರಿಕೆ [1233,0,1281,9]
modi-col-1: ಎಕ್ಸ್ ಖಾತೆಯಲ್ಲಿ ಹಂಚಿಕೊಂಡಿರುವ ಅವರು, ಎಲ್‌ಪಿಜಿ ದರ ಏರಿಕೆಯು ಬಡವರು ಮತ್ತು ಮಧ್ಯಮ ವರ್ಗದ ಕುಟುಂಬಗಳಿಗೆ ಹೆಚ್ಚಿನ ಹೊರೆಯಾಗಿದೆ. ಈ ಏರಿಕೆ ಅನಿವಾರ್ಯ ಕ್ರಮವಲ್ಲ, ಭಾರತದ ಬಡ ಮತ್ತು ಮಧ್ಯಮ ವರ್ಗದ ಕುಟುಂಬಗಳ ಮೇಲೆ ವಿಧಿಸಲಾದ ಅತ್ಯಂತ ಕ್ರೂರ ಶಿಕ್ಷೆ. ಈ ಸಮಯದಲ್ಲಿ ಪ್ರಧಾನಿ ನರೇಂದ್ರ ಮೋದಿ ಅವರ ಸರ್ಕಾರ ಸಾಮಾನ್ಯ ಜನರ ಕಷ್ಟ ಅರ್ಥಮಾಡಿಕೊಳ್ಳುತ್ತಿಲ್ಲ. ಗೃಹ ಬಳಕೆಯ ಸಿಲಿಂಡರ್ ದರ ಬೆಲೆಯನ್ನು ಸುಮಾರು 60 ರೂ. ಹೆಚ್ಚಿಸಲಾಗಿದೆ. ಬಡ ಮತ್ತು ಮಧ್ಯಮ ವರ್ಗದ ಕುಟುಂಬಗಳ ಜೀವನ ನಿರ್ವಹಣೆ ಮತ್ತಷ್ಟು ದುಸ್ತರವಾಗಲಿದೆ. [792,1927,1014,2117]
volume-label: Volume-69 [43,362,148,382]
editor-label: ಸಂಪಾದಕ: ಎ.ಬಿ. ಧಾರವಾಡಕರ [988,295,1118,312]
budget-divider [1149,775,1475,776]
founded-year: ಸ್ಥಾಪನೆ: 1957 [909,87,1050,115]
ribbon-cutting-illustration [530,1781,758,2062]
lpg-col-4: 'ಪ್ರಧಾನ ಮಂತ್ರಿ ಉಜ್ವಲ ಯೋಜನೆ' ಅಡಿಯಲ್ಲಿ ಸಂಪರ್ಕ ಹೊಂದಿರುವ 10 ಕೋಟಿಗೂ ಅಧಿಕ ಕುಟುಂಬಗಳಿಗೆ ವಾರ್ಷಿಕ 12 ರೀಫಿಲ್‌ಗಳವರೆಗೆ ತಲಾ 300 ರೂಪಾಯಿ ಸಬ್ಸಿಡಿ ಮುಂದುವರಿಯಲಿದೆ. [874,922,1137,996]
lpg-bottom-rule [40,1052,1149,1055]
modi-lead: ಬೆಂಗಳೂರು, 7 – ಎಲ್‌ಪಿಜಿ ದರ ಏರಿಸುವ ಮೂಲಕ ನೆಲಕ್ಕೆ ಬಿದ್ದವನಿಗೆ ಒದ್ದಂತಾಗಿದೆ, ವಿಶ್ವಮಟ್ಟದಲ್ಲಿ ದೇಶದ ಮಾನ ಕಳೆಯುತ್ತಿರುವ ಮೋದಿ ರಾಜೀನಾಮೆ ನೀಡಲಿ ಎಂದು ಕೇಂದ್ರ ಸರ್ಕಾರದ ವಿರುದ್ಧ ಸಿಎಂ ಸಿದ್ದರಾಮಯ್ಯ ಕಿಡಿಕಾರಿದ್ದಾರೆ. [808,1758,1235,1875]
cmyk-label-right: CMYK [1432,2389,1483,2404]
dubai-col-2: ಫೆಬ್ರವರಿ 28 ರಿಂದ ಮಾರ್ಚ್ 31 ರವರೆಗೆ ಪ್ರಯಾಣಿಸಲು ಬುಕ್ ಮಾಡಿದ ಗ್ರಾಹಕರಿಗೆ ಮರು ಬುಕ್ ಮಾಡಲು ಅಥವಾ ಮರುಪಾವತಿಗಾಗಿ ವಿನಂತಿಸಲು ಅನುಮತಿಸಲಾಗಿದೆ. ದುಬೈ ಮೇಲೆ ಯಾಕೆ ದಾಳಿ? ಇರಾನಿಗೆ ಅಮೆರಿಕ ಮೇಲೆ ನೇರವಾಗಿ ದಾಳಿ ನಡೆಸಲು ಸಾಧ್ಯವಿಲ್ಲ. ಹೀಗಾಗಿ ಮಧ್ಯಪ್ರಾಚ್ಯದಲ್ಲಿರುವ ಅಮೆರಿಕದ ನೆಲೆಗಳು ಇರುವ ದೇಶಗಳ ಮೇಲೆ ಇರಾನ್ ದಾಳಿ ನಡೆಸುತ್ತಿದೆ. ಯುಎಇ ಮೇಲೆ ಇರಾನ್ ದಾಳಿ ನಡೆಸುತ್ತಿದ್ದಂತೆ ಅಮೆರಿಕ ನಿಮ್ಮ ನೆಲೆಗಳನ್ನು ಬಳಸಿ ನಮ್ಮ ಮೇಲೆ ದಾಳಿ ನಡೆಸಿದರೆ ನಿಮ್ಮ ನೆಲೆಗಳನ್ನು ಬಳಸಲು ಅವಕಾಶ ನೀಡಿದರೆ ನಿಮ್ಮ ಮೇಲೆ ದಾಳಿ ನಡೆಸುವುದಾಗಿ ಎಚ್ಚರಿಸಿದೆ. ಕ್ರೂಡ್ ದಾಳಿ ನಡೆಸುತ್ತಿದೆ. [874,1375,1134,1571]
court-headline: ಮಾನಹಾನಿ ಪರಿಹಾರ: ಕರ್ನಾಟಕ ಹೈಕೋರ್ಟ್ ಮೆಟ್ಟಿಲೇರಿದ ಶ್ರೀಲಂಕಾ ಸುಪ್ರೀಂ ಕೋರ್ಟ್ ನ್ಯಾಯಮೂರ್ತಿ [1159,1308,1465,1350]
masthead-subtitle: ದಿನಪತ್ರಿಕೆ [737,281,853,327]
mamata-divider [1149,1304,1475,1305]
court-body: ಬೆಂಗಳೂರು, 7–ಶ್ರೀಲಂಕಾ ಸುಪ್ರೀಂ ಕೋರ್ಟ್ ನ್ಯಾಯಮೂರ್ತಿ ಎ.ಹೆಚ್.ಎಂ.ಡಿ ನವಾಜ್ ಕರ್ನಾಟಕ ಹೈಕೋರ್ಟ್ ಮೆಟ್ಟಿಲೇರಿದ್ದಾರೆ. ನವಾಜ್ ವಿರುದ್ಧ ಆನ್‌ಲೈನ್‌ನಲ್ಲಿ ಪ್ರಕಟವಾಗಿರುವ ಮಾನಹಾನಿಕರ ಬರಹಗಳನ್ನು ತೆರವುಗೊಳಿಸಬೇಕೆಂದು ನಿರ್ದೇಶಿಸುವಂತೆ ಕೋರಿ ಶ್ರೀಲಂಕಾ ಸುಪ್ರೀಂ ಕೋರ್ಟ್ ನ್ಯಾಯಮೂರ್ತಿ ಕರ್ನಾಟಕ ಹೈಕೋರ್ಟ್ ಮೊರೆ ಹೋಗಿದ್ದಾರೆ. ಈ ಸಂಬಂಧ ಅವರು ಹೈಕೋರ್ಟ್‌ಗೆ ರಿಟ್ ಅರ್ಜಿ ಸಲ್ಲಿಸಿದ್ದು, ಅರ್ಜಿಯ ವಿಚಾರಣೆ ನಡೆಸಿದ ನ್ಯಾ. ಸೂರಜ್ ಗೋವಿಂದರಾಜ್ ಅವರಿದ್ದ ಏಕಸದಸ್ಯ ಪೀಠ ಕೇಂದ್ರ ಸರ್ಕಾರದ ಮಾಹಿತಿ ತಂತ್ರಜ್ಞಾನ ಇಲಾಖೆ, ಗೂಗಲ್ ಇಂಡಿಯಾ, ಗೂಗಲ್ ಎಲ್‌ಎಲ್‌ಸಿ, ಯೂಟ್ಯೂಬ್ ಹಾಗೂ ಲಂಕಾ ಇ-ನ್ಯೂಸ್‌ಗೆ ನೋಟಿಸ್ ಜಾರಿ ಮಾಡಿದೆ. [1153,1362,1471,1517]
